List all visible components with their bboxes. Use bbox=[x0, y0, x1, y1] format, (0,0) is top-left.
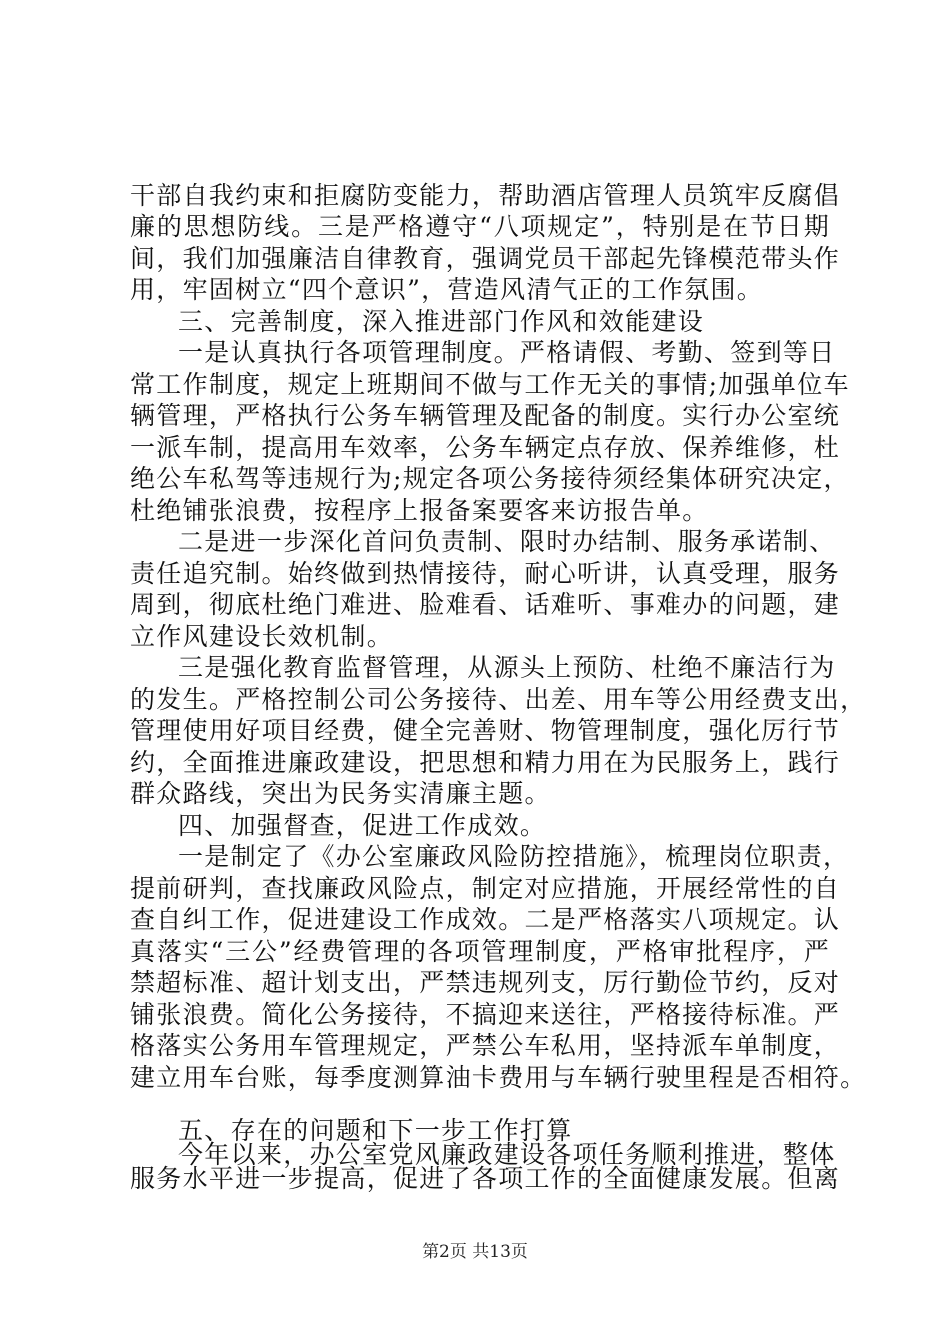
text-line: 真落实“三公”经费管理的各项管理制度，严格审批程序，严 bbox=[130, 937, 830, 966]
text-line: 建立用车台账，每季度测算油卡费用与车辆行驶里程是否相符。 bbox=[130, 1063, 867, 1092]
text-line: 三是强化教育监督管理，从源头上预防、杜绝不廉洁行为 bbox=[178, 653, 836, 682]
text-line: 廉的思想防线。三是严格遵守“八项规定”，特别是在节日期 bbox=[130, 212, 830, 241]
text-line: 周到，彻底杜绝门难进、脸难看、话难听、事难办的问题，建 bbox=[130, 590, 841, 619]
page-number-footer: 第2页 共13页 bbox=[422, 1242, 528, 1262]
text-line: 间，我们加强廉洁自律教育，强调党员干部起先锋模范带头作 bbox=[130, 244, 841, 273]
text-line: 铺张浪费。简化公务接待，不搞迎来送往，严格接待标准。严 bbox=[130, 1000, 841, 1029]
text-line: 约，全面推进廉政建设，把思想和精力用在为民服务上，践行 bbox=[130, 748, 841, 777]
text-line: 用，牢固树立“四个意识”，营造风清气正的工作氛围。 bbox=[130, 275, 764, 304]
text-line: 一是认真执行各项管理制度。严格请假、考勤、签到等日 bbox=[178, 338, 836, 367]
text-line: 今年以来，办公室党风廉政建设各项任务顺利推进，整体 bbox=[178, 1140, 836, 1169]
text-line: 干部自我约束和拒腐防变能力，帮助酒店管理人员筑牢反腐倡 bbox=[130, 181, 841, 210]
text-line: 服务水平进一步提高，促进了各项工作的全面健康发展。但离 bbox=[130, 1164, 841, 1193]
section-heading: 三、完善制度，深入推进部门作风和效能建设 bbox=[178, 307, 705, 336]
section-heading: 五、存在的问题和下一步工作打算 bbox=[178, 1116, 573, 1145]
text-line: 格落实公务用车管理规定，严禁公车私用，坚持派车单制度， bbox=[130, 1031, 841, 1060]
text-line: 责任追究制。始终做到热情接待，耐心听讲，认真受理，服务 bbox=[130, 559, 841, 588]
text-line: 二是进一步深化首问负责制、限时办结制、服务承诺制、 bbox=[178, 527, 836, 556]
text-line: 常工作制度，规定上班期间不做与工作无关的事情;加强单位车 bbox=[130, 370, 850, 399]
text-line: 一派车制，提高用车效率，公务车辆定点存放、保养维修，杜 bbox=[130, 433, 841, 462]
text-line: 禁超标准、超计划支出，严禁违规列支，厉行勤俭节约，反对 bbox=[130, 968, 841, 997]
text-line: 查自纠工作，促进建设工作成效。二是严格落实八项规定。认 bbox=[130, 905, 841, 934]
text-line: 一是制定了《办公室廉政风险防控措施》，梳理岗位职责， bbox=[178, 842, 850, 871]
text-line: 提前研判，查找廉政风险点，制定对应措施，开展经常性的自 bbox=[130, 874, 841, 903]
section-heading: 四、加强督查，促进工作成效。 bbox=[178, 811, 547, 840]
text-line: 的发生。严格控制公司公务接待、出差、用车等公用经费支出， bbox=[130, 685, 867, 714]
text-line: 管理使用好项目经费，健全完善财、物管理制度，强化厉行节 bbox=[130, 716, 841, 745]
text-line: 绝公车私驾等违规行为;规定各项公务接待须经集体研究决定， bbox=[130, 464, 850, 493]
text-line: 杜绝铺张浪费，按程序上报备案要客来访报告单。 bbox=[130, 496, 709, 525]
text-line: 群众路线，突出为民务实清廉主题。 bbox=[130, 779, 551, 808]
text-line: 立作风建设长效机制。 bbox=[130, 622, 394, 651]
text-line: 辆管理，严格执行公务车辆管理及配备的制度。实行办公室统 bbox=[130, 401, 841, 430]
